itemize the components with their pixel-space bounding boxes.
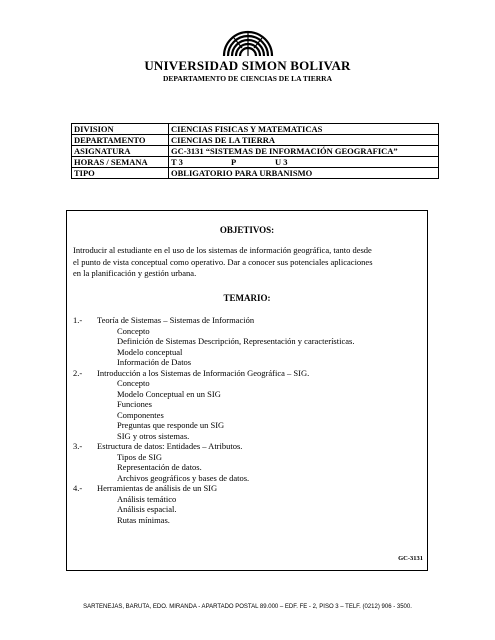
syllabus-item xyxy=(73,441,421,452)
objectives-title: OBJETIVOS: xyxy=(219,225,275,235)
table-row xyxy=(72,124,439,135)
syllabus-subitem: Componentes xyxy=(117,409,164,420)
syllabus-subitem: Preguntas que responde un SIG xyxy=(117,420,225,430)
syllabus-subitem: Modelo conceptual xyxy=(117,346,183,357)
syllabus-item xyxy=(73,315,421,326)
syllabus-subitem: Análisis espacial. xyxy=(117,504,177,514)
syllabus-subitem: SIG y otros sistemas. xyxy=(117,430,190,441)
table-row xyxy=(72,135,439,146)
syllabus-item-number: 1.- xyxy=(73,315,83,325)
hours-units: U 3 xyxy=(275,157,288,167)
syllabus-item-title: Introducción a los Sistemas de Información Geográfica – SIG. xyxy=(97,367,310,378)
university-logo xyxy=(220,18,276,58)
footer-address: SARTENEJAS, BARUTA, EDO. MIRANDA - APARTADO POSTAL 89.000 – EDF. FE - 2, PISO 3 – TELF. (0212) 906 - 3500. xyxy=(83,604,412,610)
syllabus-subitem: Funciones xyxy=(117,399,152,409)
hours-value xyxy=(169,157,439,168)
department-label: DEPARTAMENTO xyxy=(72,135,169,146)
type-value: OBLIGATORIO PARA URBANISMO xyxy=(169,168,439,179)
syllabus-subitem: Tipos de SIG xyxy=(117,451,163,462)
table-row xyxy=(72,146,439,157)
syllabus-subitem: Archivos geográficos y bases de datos. xyxy=(117,472,250,483)
department-subtitle: DEPARTAMENTO DE CIENCIAS DE LA TIERRA xyxy=(162,74,332,83)
syllabus-list xyxy=(73,315,421,525)
syllabus-item-number: 3.- xyxy=(73,441,83,451)
syllabus-item-number: 2.- xyxy=(73,367,83,378)
syllabus-title: TEMARIO: xyxy=(223,293,271,303)
syllabus-item-title: Estructura de datos: Entidades – Atributos. xyxy=(97,441,243,451)
subject-label: ASIGNATURA xyxy=(72,146,169,157)
hours-theory: T 3 xyxy=(171,157,183,167)
table-row xyxy=(72,157,439,168)
syllabus-item-number: 4.- xyxy=(73,483,83,493)
hours-label: HORAS / SEMANA xyxy=(72,157,169,168)
syllabus-item-title: Herramientas de análisis de un SIG xyxy=(97,483,218,493)
syllabus-subitem: Definición de Sistemas Descripción, Representación y características. xyxy=(117,336,355,346)
subject-value: GC-3131 “SISTEMAS DE INFORMACIÓN GEOGRAFICA” xyxy=(169,146,439,157)
objectives-text xyxy=(73,245,421,280)
syllabus-item xyxy=(73,368,421,379)
syllabus-subitem: Rutas mínimas. xyxy=(117,514,170,525)
objectives-line: el punto de vista conceptual como operativo. Dar a conocer sus potenciales aplicaciones xyxy=(73,256,373,267)
syllabus-subitem: Concepto xyxy=(117,325,150,336)
syllabus-subitem: Concepto xyxy=(117,378,150,388)
syllabus-item xyxy=(73,483,421,494)
type-label: TIPO xyxy=(72,168,169,179)
department-value: CIENCIAS DE LA TIERRA xyxy=(169,135,439,146)
syllabus-subitem: Información de Datos xyxy=(117,357,192,367)
objectives-line: Introducir al estudiante en el uso de los sistemas de información geográfica, tanto desde xyxy=(73,245,372,255)
division-value: CIENCIAS FISICAS Y MATEMATICAS xyxy=(169,124,439,135)
hours-practice: P xyxy=(231,157,237,167)
content-box xyxy=(66,210,428,571)
course-code: GC-3131 xyxy=(398,555,423,562)
table-row xyxy=(72,168,439,179)
division-label: DIVISION xyxy=(72,124,169,135)
objectives-line: en la planificación y gestión urbana. xyxy=(73,268,197,278)
syllabus-subitem: Representación de datos. xyxy=(117,462,202,472)
syllabus-subitem: Modelo Conceptual en un SIG xyxy=(117,388,221,399)
course-info-table xyxy=(71,123,439,179)
syllabus-subitem: Análisis temático xyxy=(117,493,177,504)
university-title: UNIVERSIDAD SIMON BOLIVAR xyxy=(144,58,351,73)
syllabus-item-title: Teoría de Sistemas – Sistemas de Información xyxy=(97,315,255,325)
